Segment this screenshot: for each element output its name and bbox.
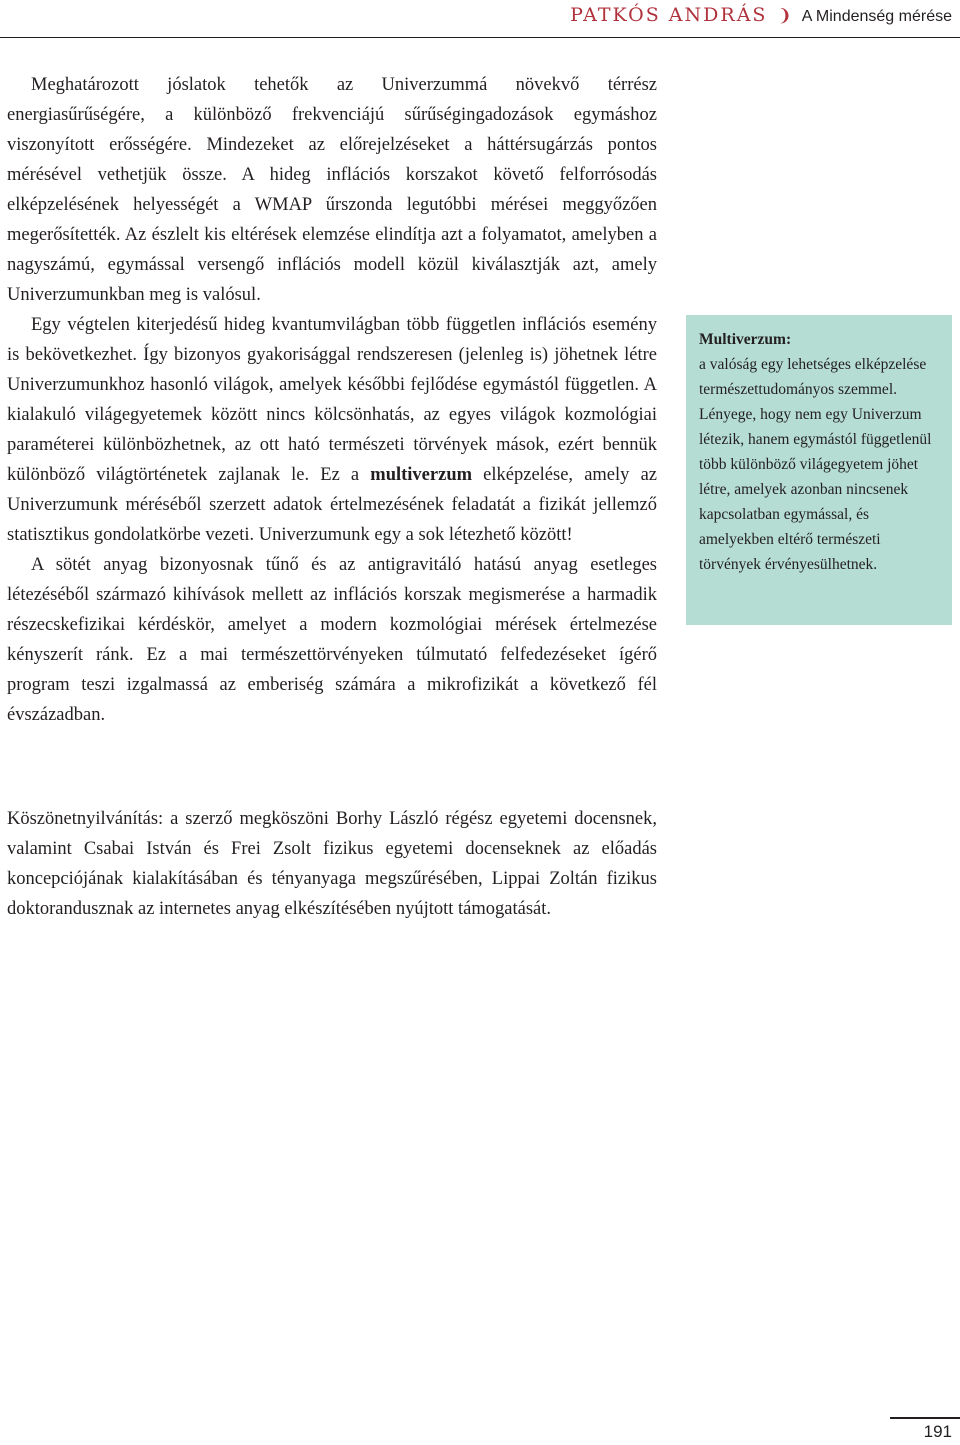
header-rule [0, 37, 960, 38]
header-author: PATKÓS ANDRÁS [570, 4, 768, 26]
page-number: 191 [890, 1417, 960, 1441]
glossary-term: Multiverzum: [699, 331, 792, 348]
paragraph-text: Egy végtelen kiterjedésű hideg kvantumvilágban több független inflációs esemény is bekövetkezhet. Így bizonyos gyakorisággal rendszeresen (jelenleg is) jöhetnek létre Univerzumunkhoz hasonló világok, amelyek későbbi fejlődése egymástól független. A kialakuló világegyetemek között nincs kölcsönhatás, az egyes világok kozmológiai paraméterei különbözhetnek, az ott ható természeti törvények mások, ezért bennük különböző világtörténetek zajlanak le. Ez a [7, 315, 657, 485]
term-multiverzum: multiverzum [370, 465, 473, 485]
running-header [570, 4, 952, 28]
main-text [7, 70, 657, 730]
acknowledgement-text: Köszönetnyilvánítás: a szerző megköszöni Borhy László régész egyetemi docensnek, valamint Csabai István és Frei Zsolt fizikus egyetemi docenseknek az előadás koncepciójának kialakításában és tényanyaga megszűrésében, Lippai Zoltán fizikus doktorandusznak az internetes anyag elkészítésében nyújtott támogatását. [7, 809, 657, 919]
body-paragraph [7, 310, 657, 550]
glossary-box [686, 315, 952, 625]
header-separator-icon: ❩ [777, 6, 792, 25]
body-paragraph: A sötét anyag bizonyosnak tűnő és az antigravitáló hatású anyag esetleges létezéséből származó kihívások mellett az inflációs korszak megismerése a harmadik részecskefizikai kérdéskör, amelyet a modern kozmológiai mérések értelmezése kényszerít ránk. Ez a mai természettörvényeken túlmutató felfedezéseket ígérő program teszi izgalmassá az emberiség számára a mikrofizikát a következő fél évszázadban. [7, 555, 657, 725]
acknowledgement [7, 804, 657, 924]
header-book-title: A Mindenség mérése [801, 8, 952, 25]
glossary-definition: a valóság egy lehetséges elképzelése természettudományos szemmel. Lényege, hogy nem egy Univerzum létezik, hanem egymástól függetlenül több különböző világegyetem jöhet létre, amelyek azonban nincsenek kapcsolatban egymással, és amelyekben eltérő természeti törvények érvényesülhetnek. [699, 356, 932, 573]
paragraph-text: elképzelése, amely az Univerzumunk méréséből szerzett adatok értelmezésének feladatát a fizikát jellemző statisztikus gondolatkörbe vezeti. Univerzumunk egy a sok létezhető között! [7, 465, 657, 545]
body-paragraph: Meghatározott jóslatok tehetők az Univerzummá növekvő térrész energiasűrűségére, a különböző frekvenciájú sűrűségingadozások egymáshoz viszonyított erősségére. Mindezeket az előrejelzéseket a háttérsugárzás pontos mérésével vethetjük össze. A hideg inflációs korszakot követő felforrósodás elképzelésének helyességét a WMAP űrszonda legutóbbi mérései meggyőzően megerősítették. Az észlelt kis eltérések elemzése elindítja azt a folyamatot, amelyben a nagyszámú, egymással versengő inflációs modell közül kiválasztják azt, amely Univerzumunkban meg is valósul. [7, 75, 657, 305]
